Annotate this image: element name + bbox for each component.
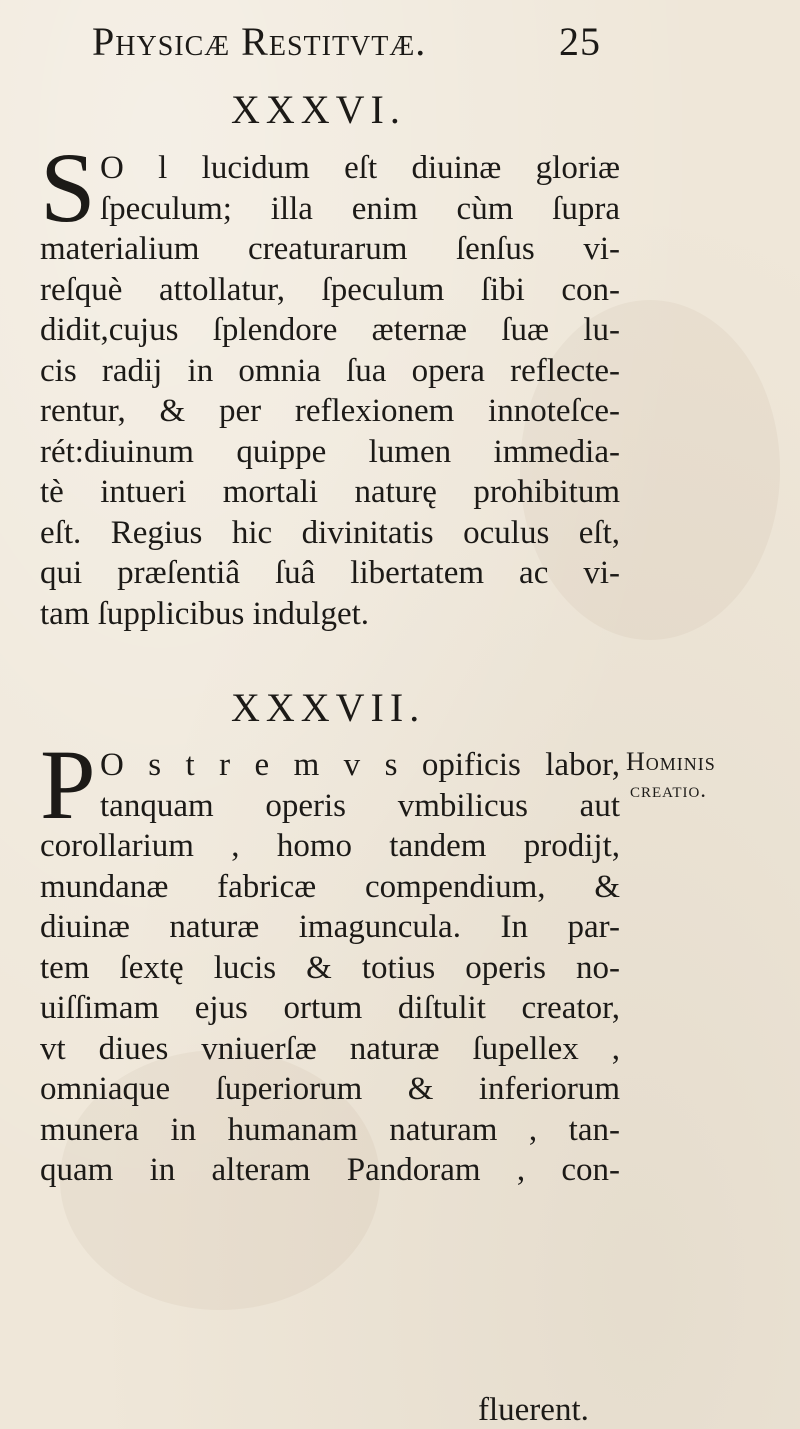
text-line: rét:diuinum quippe lumen immedia-	[40, 433, 620, 470]
text-line: mundanæ fabricæ compendium, &	[40, 868, 620, 905]
section-number: XXXVI.	[231, 87, 406, 132]
text-line: O l lucidum eſt diuinæ gloriæ	[100, 150, 620, 186]
text-line: diuinæ naturæ imaguncula. In par-	[40, 909, 620, 945]
drop-cap: S	[40, 132, 96, 243]
text-line: vt diues vniuerſæ naturæ ſupellex ,	[40, 1030, 620, 1067]
text-line: cis radij in omnia ſua opera reflecte-	[40, 352, 620, 389]
text-line: omniaque ſuperiorum & inferiorum	[40, 1071, 620, 1107]
text-line: tanquam operis vmbilicus aut	[100, 787, 620, 824]
text-line: tè intueri mortali naturę prohibitum	[40, 474, 620, 510]
text-line: O s t r e m v s opificis labor,	[100, 747, 620, 783]
text-line: materialium creaturarum ſenſus vi-	[40, 231, 620, 267]
text-line: ſpeculum; illa enim cùm ſupra	[100, 190, 620, 227]
drop-cap: P	[40, 729, 96, 840]
text-line: reſquè attollatur, ſpeculum ſibi con-	[40, 271, 620, 308]
marginal-note	[626, 748, 796, 804]
text-line: quam in alteram Pandoram , con-	[40, 1152, 620, 1188]
running-head-title: Physicæ Restitvtæ.	[92, 19, 427, 64]
text-line: uiſſimam ejus ortum diſtulit creator,	[40, 990, 620, 1026]
paragraph-section-37	[40, 729, 620, 1191]
running-head	[92, 18, 612, 65]
text-line: corollarium , homo tandem prodijt,	[40, 828, 620, 864]
marginal-note-line: Hominis	[626, 747, 716, 776]
text-line: rentur, & per reflexionem innoteſce-	[40, 393, 620, 429]
catchword: fluerent.	[478, 1392, 589, 1428]
section-number: XXXVII.	[231, 685, 426, 730]
text-line: qui præſentiâ ſuâ libertatem ac vi-	[40, 555, 620, 591]
text-line: munera in humanam naturam , tan-	[40, 1111, 620, 1148]
page-number: 25	[559, 19, 601, 64]
text-line: eſt. Regius hic divinitatis oculus eſt,	[40, 514, 620, 551]
paragraph-section-36	[40, 132, 620, 634]
text-line: tam ſupplicibus indulget.	[40, 595, 370, 632]
text-line: didit,cujus ſplendore æternæ ſuæ lu-	[40, 312, 620, 348]
marginal-note-line: creatio.	[630, 777, 707, 802]
text-line: tem ſextę lucis & totius operis no-	[40, 949, 620, 986]
